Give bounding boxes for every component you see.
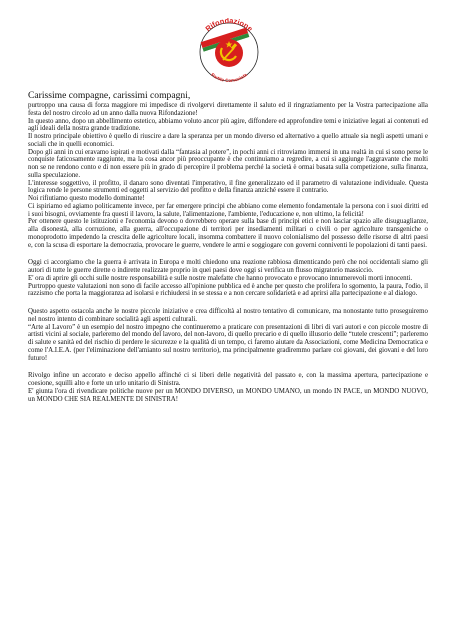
- logo-bottom-text: Partito Comunista: [210, 72, 248, 82]
- letter-greeting: Carissime compagne, carissimi compagni,: [28, 90, 191, 101]
- letter-paragraph: Purtroppo queste valutazioni non sono di facile accesso all'opinione pubblica ed è anche per questo che prolifera lo sgomento, la paura, l'odio, il razzismo che porta la maggioranza ad isolarsi e richiudersi in se stessa e a non cercare solidarietà e ad aprirsi alla partecipazione e al dialogo.: [28, 282, 428, 298]
- logo-graphic: [186, 18, 272, 82]
- letter-paragraph: “Arte al Lavoro” è un esempio del nostro impegno che continueremo a praticare con presentazioni di libri di vari autori e con piccole mostre di artisti vicini al sociale, parleremo del mondo del lavoro, del non-lavoro, di quello precario e di quello illusorio delle “tutele crescenti”; parleremo di salute e sanità ed del rischio di perdere le sicurezze e la qualità di un tempo, ci faremo aiutare da Associazioni, come Medicina Democratica e come l'A.I.E.A. (per l'eliminazione dell'amianto sul nostro territorio), ma principalmente gradiremmo parlare coi giovani, dei giovani e del loro futuro!: [28, 323, 428, 362]
- letter-section: [28, 372, 428, 403]
- letter-paragraph: Dopo gli anni in cui eravamo ispirati e motivati dalla “fantasia al potere”, in pochi anni ci ritroviamo immersi in una realtà in cui si sono perse le conquiste faticosamente raggiunte, ma la cosa ancor più preoccupante è che continuiamo a regredire, a cui si aggiunge l'aggravante che molti non se ne rendono conto e di non essere più in grado di percepire il problema perché la società è ormai basata sulla competizione, sulla finanza, sulla speculazione.: [28, 148, 428, 179]
- letter-sections: [28, 102, 428, 403]
- letter-paragraph: Il nostro principale obiettivo è quello di riuscire a dare la speranza per un mondo diverso ed alternativo a quello attuale sia negli aspetti umani e sociali che in quelli economici.: [28, 133, 428, 148]
- letter-paragraph: Per ottenere questo le istituzioni e l'economia devono o dovrebbero operare sulla base di principi etici e non lasciar spazio alle disuguaglianze, alla disonestà, alla corruzione, alla guerra, all'occupazione di territori per insediamenti militari o civili o per agricolture transgeniche o monoprodotto impedendo la crescita delle agricolture locali, insomma combattere il nuovo colonialismo del possesso delle risorse di altri paesi e, con la scusa di esportare la democrazia, provocare le guerre, vendere le armi e soggiogare con governi conniventi le popolazioni di tanti paesi.: [28, 218, 428, 249]
- letter-paragraph: Noi rifiutiamo questo modello dominante!: [28, 195, 145, 202]
- party-logo: [186, 18, 272, 82]
- letter-section: [28, 308, 428, 362]
- letter-paragraph: Rivolgo infine un accorato e deciso appello affinché ci si liberi delle negatività del passato e, con la massima apertura, partecipazione e coesione, squilli alto e forte un urlo unitario di Sinistra.: [28, 372, 428, 387]
- letter-section: [28, 259, 428, 298]
- letter-paragraph: In questo anno, dopo un abbellimento estetico, abbiamo voluto ancor più agire, diffondere ed approfondire temi e iniziative legati ai contenuti ed agli ideali della nostra grande tradizione.: [28, 117, 428, 133]
- letter-paragraph: E' ora di aprire gli occhi sulle nostre responsabilità e sulle nostre malefatte che hanno provocato e provocano innumerevoli morti innocenti.: [28, 274, 413, 282]
- letter-section: [28, 102, 428, 249]
- letter-paragraph: E' giunta l'ora di rivendicare politiche nuove per un MONDO DIVERSO, un MONDO UMANO, un mondo IN PACE, un MONDO NUOVO, un MONDO CHE SIA REALMENTE DI SINISTRA!: [28, 387, 428, 403]
- letter-body: [28, 90, 428, 403]
- letter-paragraph: Oggi ci accorgiamo che la guerra è arrivata in Europa e molti chiedono una reazione rabbiosa dimenticando però che noi occidentali siamo gli autori di tutte le guerre dirette o indirette realizzate proprio in quei paesi dove oggi si verifica un flusso migratorio massiccio.: [28, 259, 428, 274]
- logo-top-text: Rifondazione: [203, 18, 255, 34]
- letter-paragraph: Ci ispiriamo ed agiamo politicamente invece, per far emergere principi che abbiano come elemento fondamentale la persona con i suoi diritti ed i suoi bisogni, ovviamente fra questi il lavoro, la salute, l'alimentazione, l'ambiente, l'educazione e, non ultimo, la felicità!: [28, 202, 428, 218]
- letter-paragraph: L'interesse soggettivo, il profitto, il danaro sono diventati l'imperativo, il fine generalizzato ed il parametro di valutazione individuale. Questa logica rende le persone strumenti ed oggetti al servizio del profitto e della finanza anziché essere il contrario.: [28, 179, 428, 195]
- letter-paragraph: purtroppo una causa di forza maggiore mi impedisce di rivolgervi direttamente il saluto ed il ringraziamento per la Vostra partecipazione alla festa del nostro circolo ad un anno dalla nuova Rifondazione!: [28, 102, 428, 117]
- letter-paragraph: Questo aspetto ostacola anche le nostre piccole iniziative e crea difficoltà al nostro tentativo di comunicare, ma nonostante tutto proseguiremo nel nostro intento di combinare socialità agli aspetti culturali.: [28, 308, 428, 323]
